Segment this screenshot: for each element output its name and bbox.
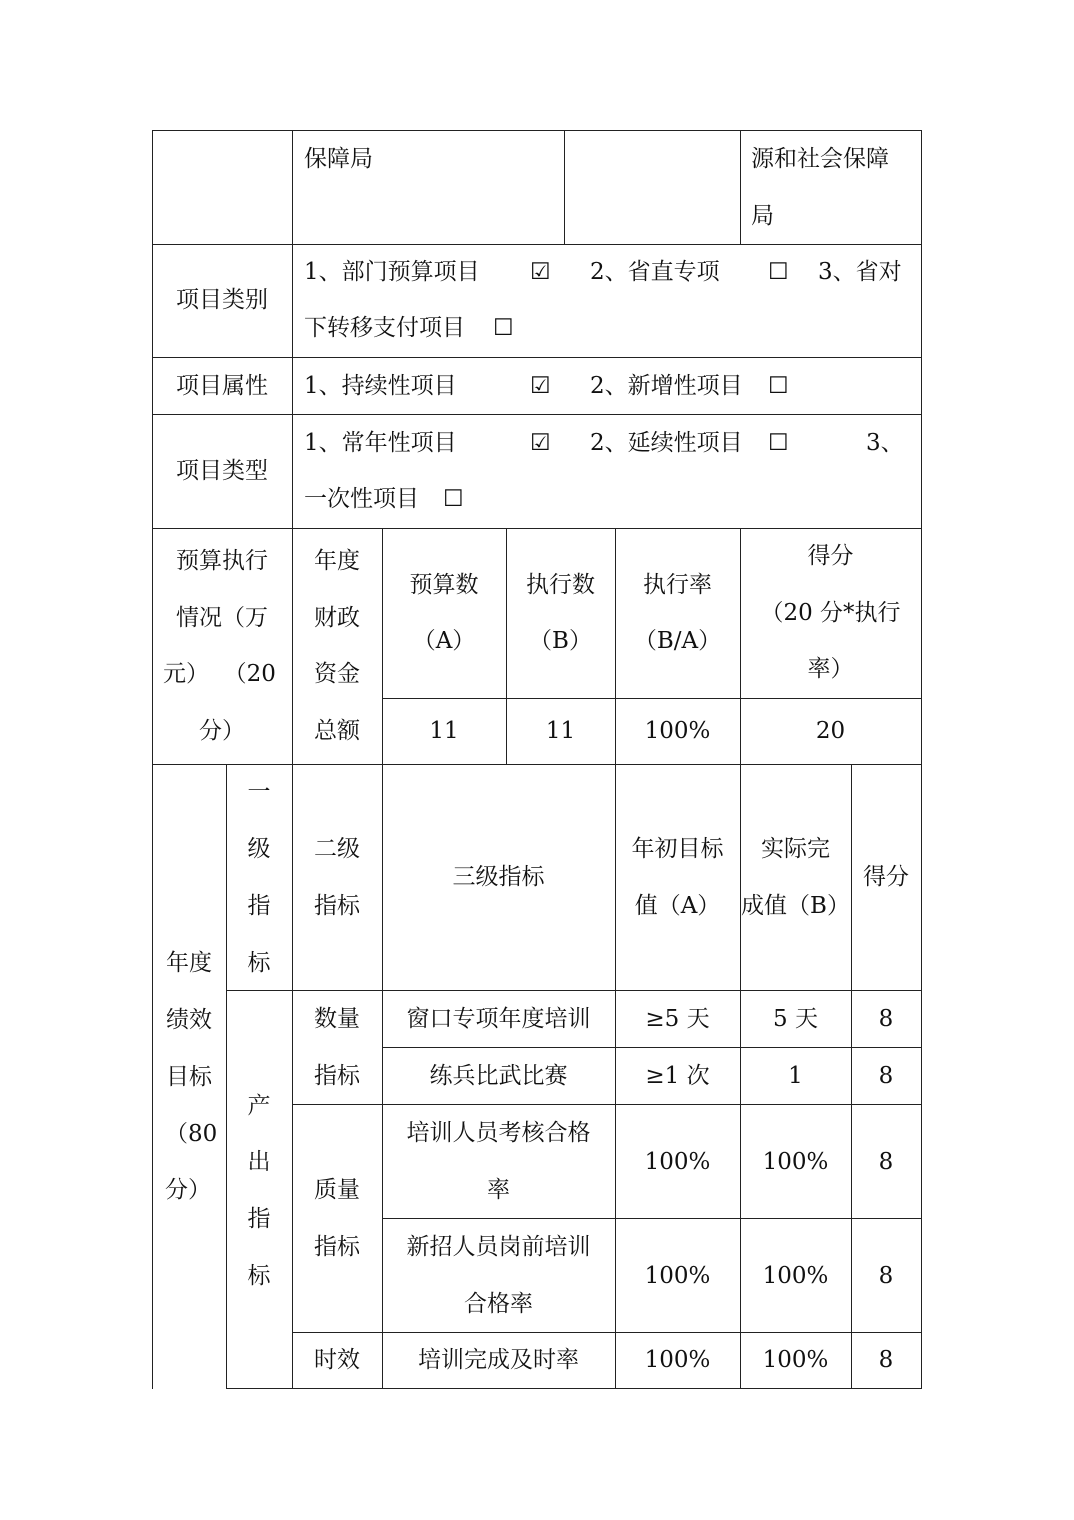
budget-label-line: 分） — [199, 718, 245, 744]
project-category-label: 项目类别 — [176, 287, 268, 313]
type-option-2: 2、延续性项目 — [590, 430, 743, 456]
indicator-name: 窗口专项年度培训 — [406, 1006, 591, 1032]
rate-value: 100% — [644, 718, 711, 744]
checkbox-empty-icon: ☐ — [493, 315, 514, 341]
actual-value: 1 — [788, 1063, 803, 1089]
project-type-label: 项目类型 — [176, 458, 268, 484]
level1-header-char: 标 — [247, 950, 271, 976]
category-option-2: 2、省直专项 — [590, 259, 720, 285]
quality-indicator: 指标 — [314, 1234, 360, 1260]
budget-value: 11 — [429, 718, 459, 744]
score-value: 20 — [815, 718, 846, 744]
checkbox-checked-icon: ☑ — [530, 259, 551, 285]
fund-label-line: 资金 — [314, 661, 360, 687]
level1-header-char: 级 — [247, 836, 271, 862]
indicator-name: 培训人员考核合格 — [406, 1120, 591, 1146]
col-score-header-sub: （20 分*执行 — [760, 600, 901, 626]
indicator-name-cont: 率 — [487, 1177, 510, 1203]
actual-value: 5 天 — [773, 1006, 818, 1032]
budget-label-line: 情况（万 — [176, 605, 268, 631]
col-exec-header-sub: （B） — [529, 628, 592, 654]
output-indicator-char: 指 — [247, 1206, 271, 1232]
target-value: 100% — [644, 1149, 711, 1175]
row-divider — [382, 698, 922, 699]
level1-header-char: 指 — [247, 893, 271, 919]
indicator-name: 练兵比武比赛 — [429, 1063, 568, 1089]
exec-value: 11 — [545, 718, 576, 744]
budget-label-line: 预算执行 — [176, 548, 268, 574]
project-attribute-label: 项目属性 — [176, 373, 268, 399]
output-indicator-char: 标 — [247, 1263, 271, 1289]
category-option-3-cont: 下转移支付项目 — [304, 315, 465, 341]
budget-label-line: 元） （20 — [163, 661, 276, 687]
col-rate-header-sub: （B/A） — [633, 628, 722, 654]
performance-label-line: 绩效 — [166, 1007, 212, 1033]
header-dept-name: 保障局 — [304, 146, 373, 172]
score-header: 得分 — [863, 864, 909, 890]
performance-label-line: 年度 — [166, 950, 212, 976]
level3-header: 三级指标 — [452, 864, 545, 890]
score-value: 8 — [878, 1263, 894, 1289]
header-dept-name-line1: 源和社会保障 — [751, 146, 889, 172]
col-exec-header: 执行数 — [526, 572, 595, 598]
actual-value: 100% — [762, 1347, 829, 1373]
fund-label-line: 财政 — [314, 605, 360, 631]
score-value: 8 — [878, 1063, 894, 1089]
col-rate-header: 执行率 — [643, 572, 712, 598]
checkbox-checked-icon: ☑ — [530, 373, 551, 399]
col-score-header: 得分 — [807, 543, 854, 569]
level1-header-char: 一 — [247, 779, 271, 805]
col-budget-header: 预算数 — [409, 572, 479, 598]
timeliness-indicator: 时效 — [314, 1347, 360, 1373]
indicator-name-cont: 合格率 — [464, 1291, 533, 1317]
category-option-3: 3、省对 — [818, 259, 902, 285]
type-option-3: 3、 — [866, 430, 904, 456]
type-option-1: 1、常年性项目 — [304, 430, 457, 456]
checkbox-empty-icon: ☐ — [768, 373, 789, 399]
level2-header: 二级 — [314, 836, 360, 862]
checkbox-empty-icon: ☐ — [443, 486, 464, 512]
type-option-3-cont: 一次性项目 — [304, 486, 419, 512]
target-value: ≥5 天 — [645, 1006, 710, 1032]
score-value: 8 — [878, 1347, 894, 1373]
actual-header: 实际完 — [761, 836, 830, 862]
performance-label-line: 目标 — [166, 1064, 212, 1090]
output-indicator-char: 出 — [247, 1149, 271, 1175]
quantity-indicator: 数量 — [314, 1006, 360, 1032]
target-header: 年初目标 — [631, 836, 724, 862]
attribute-option-1: 1、持续性项目 — [304, 373, 457, 399]
checkbox-checked-icon: ☑ — [530, 430, 551, 456]
performance-label-line: （80 — [165, 1121, 218, 1147]
col-budget-header-sub: （A） — [412, 628, 476, 654]
category-option-1: 1、部门预算项目 — [304, 259, 480, 285]
performance-label-line: 分） — [165, 1177, 211, 1203]
target-header-sub: 值（A） — [634, 893, 721, 919]
quantity-indicator: 指标 — [314, 1063, 360, 1089]
col-score-header-sub: 率） — [807, 656, 854, 682]
actual-value: 100% — [762, 1263, 829, 1289]
col-divider — [564, 130, 565, 244]
score-value: 8 — [878, 1006, 894, 1032]
level2-header: 指标 — [314, 893, 360, 919]
header-dept-name-line2: 局 — [751, 203, 774, 229]
quality-indicator: 质量 — [314, 1177, 360, 1203]
attribute-option-2: 2、新增性项目 — [590, 373, 743, 399]
checkbox-empty-icon: ☐ — [768, 259, 789, 285]
indicator-name: 培训完成及时率 — [418, 1347, 579, 1373]
col-divider — [740, 130, 741, 244]
table-border-right — [921, 130, 922, 1389]
output-indicator-char: 产 — [247, 1093, 271, 1119]
checkbox-empty-icon: ☐ — [768, 430, 789, 456]
fund-label-line: 年度 — [314, 548, 360, 574]
score-value: 8 — [878, 1149, 894, 1175]
actual-header-sub: 成值（B） — [741, 893, 850, 919]
actual-value: 100% — [762, 1149, 829, 1175]
indicator-name: 新招人员岗前培训 — [406, 1234, 591, 1260]
fund-label-line: 总额 — [314, 718, 360, 744]
target-value: 100% — [644, 1347, 711, 1373]
target-value: ≥1 次 — [645, 1063, 710, 1089]
target-value: 100% — [644, 1263, 711, 1289]
